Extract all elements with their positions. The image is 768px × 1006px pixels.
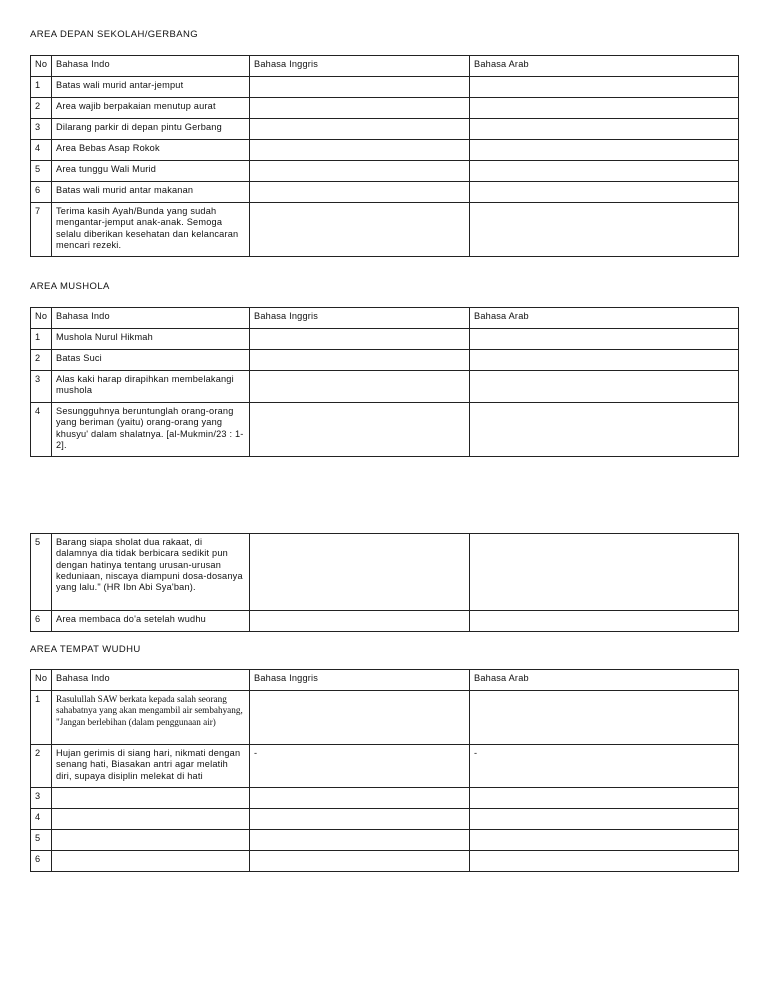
- cell-inggris: [250, 534, 470, 611]
- cell-no: 1: [31, 329, 52, 350]
- cell-no: 6: [31, 851, 52, 872]
- cell-inggris: [250, 203, 470, 257]
- cell-arab: [470, 788, 739, 809]
- cell-inggris: [250, 350, 470, 371]
- table-row: [31, 809, 739, 830]
- cell-arab: -: [470, 745, 739, 788]
- cell-inggris: [250, 403, 470, 457]
- header-bahasa-inggris: Bahasa Inggris: [250, 308, 470, 329]
- header-bahasa-arab: Bahasa Arab: [470, 56, 739, 77]
- cell-inggris: [250, 788, 470, 809]
- cell-indo: [52, 788, 250, 809]
- cell-arab: [470, 691, 739, 745]
- header-bahasa-indo: Bahasa Indo: [52, 56, 250, 77]
- table-wudhu: [30, 669, 739, 872]
- cell-indo: [52, 809, 250, 830]
- header-bahasa-indo: Bahasa Indo: [52, 670, 250, 691]
- cell-arab: [470, 182, 739, 203]
- cell-inggris: [250, 830, 470, 851]
- table-row: [31, 534, 739, 611]
- cell-arab: [470, 119, 739, 140]
- cell-arab: [470, 830, 739, 851]
- cell-no: 3: [31, 788, 52, 809]
- cell-arab: [470, 329, 739, 350]
- header-bahasa-indo: Bahasa Indo: [52, 308, 250, 329]
- cell-inggris: [250, 851, 470, 872]
- cell-arab: [470, 403, 739, 457]
- table-row: [31, 851, 739, 872]
- cell-no: 3: [31, 371, 52, 403]
- cell-indo: Mushola Nurul Hikmah: [52, 329, 250, 350]
- cell-no: 4: [31, 140, 52, 161]
- header-no: No: [31, 670, 52, 691]
- cell-no: 5: [31, 534, 52, 611]
- header-bahasa-arab: Bahasa Arab: [470, 670, 739, 691]
- cell-indo: Rasulullah SAW berkata kepada salah seorang sahabatnya yang akan mengambil air sembahyang, "Jangan berlebihan (dalam penggunaan air): [52, 691, 250, 745]
- cell-indo: Alas kaki harap dirapihkan membelakangi mushola: [52, 371, 250, 403]
- cell-arab: [470, 611, 739, 632]
- cell-arab: [470, 350, 739, 371]
- cell-inggris: [250, 182, 470, 203]
- cell-no: 4: [31, 809, 52, 830]
- section-title-wudhu: AREA TEMPAT WUDHU: [30, 644, 141, 655]
- cell-inggris: [250, 371, 470, 403]
- cell-inggris: [250, 161, 470, 182]
- cell-arab: [470, 98, 739, 119]
- header-bahasa-inggris: Bahasa Inggris: [250, 56, 470, 77]
- table-row: [31, 329, 739, 350]
- table-row: [31, 403, 739, 457]
- cell-arab: [470, 809, 739, 830]
- table-row: [31, 745, 739, 788]
- cell-indo: Hujan gerimis di siang hari, nikmati dengan senang hati, Biasakan antri agar melatih diri, supaya disiplin melekat di hati: [52, 745, 250, 788]
- cell-indo: Barang siapa sholat dua rakaat, di dalamnya dia tidak berbicara sedikit pun dengan hatinya tentang urusan-urusan keduniaan, niscaya diampuni dosa-dosanya yang lalu." (HR Ibn Abi Sya'ban).: [52, 534, 250, 611]
- table-row: [31, 788, 739, 809]
- header-no: No: [31, 56, 52, 77]
- header-no: No: [31, 308, 52, 329]
- cell-inggris: [250, 691, 470, 745]
- table-row: [31, 691, 739, 745]
- cell-indo: Batas wali murid antar makanan: [52, 182, 250, 203]
- cell-no: 2: [31, 745, 52, 788]
- cell-indo: Dilarang parkir di depan pintu Gerbang: [52, 119, 250, 140]
- cell-no: 5: [31, 830, 52, 851]
- header-bahasa-arab: Bahasa Arab: [470, 308, 739, 329]
- cell-arab: [470, 203, 739, 257]
- table-mushola-continued: [30, 533, 739, 632]
- cell-indo: Area tunggu Wali Murid: [52, 161, 250, 182]
- cell-no: 7: [31, 203, 52, 257]
- table-row: [31, 161, 739, 182]
- cell-no: 1: [31, 691, 52, 745]
- cell-arab: [470, 140, 739, 161]
- cell-indo: Batas Suci: [52, 350, 250, 371]
- section-title-mushola: AREA MUSHOLA: [30, 281, 110, 292]
- table-row: [31, 140, 739, 161]
- cell-indo: [52, 851, 250, 872]
- section-title-gerbang: AREA DEPAN SEKOLAH/GERBANG: [30, 29, 199, 40]
- cell-no: 1: [31, 77, 52, 98]
- table-header-row: [31, 670, 739, 691]
- cell-indo: Area membaca do'a setelah wudhu: [52, 611, 250, 632]
- cell-indo: Sesungguhnya beruntunglah orang-orang yang beriman (yaitu) orang-orang yang khusyu' dalam shalatnya. [al-Mukmin/23 : 1-2].: [52, 403, 250, 457]
- table-row: [31, 98, 739, 119]
- cell-indo: Area wajib berpakaian menutup aurat: [52, 98, 250, 119]
- cell-no: 6: [31, 182, 52, 203]
- table-row: [31, 203, 739, 257]
- table-row: [31, 371, 739, 403]
- cell-no: 3: [31, 119, 52, 140]
- cell-arab: [470, 851, 739, 872]
- cell-no: 4: [31, 403, 52, 457]
- table-mushola: [30, 307, 739, 457]
- table-row: [31, 182, 739, 203]
- cell-no: 2: [31, 350, 52, 371]
- cell-no: 5: [31, 161, 52, 182]
- table-row: [31, 830, 739, 851]
- cell-inggris: [250, 77, 470, 98]
- cell-indo: [52, 830, 250, 851]
- table-row: [31, 119, 739, 140]
- cell-indo: Area Bebas Asap Rokok: [52, 140, 250, 161]
- cell-indo: Terima kasih Ayah/Bunda yang sudah mengantar-jemput anak-anak. Semoga selalu diberikan kesehatan dan kelancaran mencari rezeki.: [52, 203, 250, 257]
- cell-arab: [470, 161, 739, 182]
- cell-indo: Batas wali murid antar-jemput: [52, 77, 250, 98]
- header-bahasa-inggris: Bahasa Inggris: [250, 670, 470, 691]
- table-gerbang: [30, 55, 739, 257]
- cell-inggris: -: [250, 745, 470, 788]
- cell-inggris: [250, 809, 470, 830]
- cell-arab: [470, 534, 739, 611]
- cell-inggris: [250, 140, 470, 161]
- cell-inggris: [250, 119, 470, 140]
- cell-no: 6: [31, 611, 52, 632]
- cell-no: 2: [31, 98, 52, 119]
- table-row: [31, 350, 739, 371]
- cell-inggris: [250, 98, 470, 119]
- table-row: [31, 611, 739, 632]
- cell-inggris: [250, 611, 470, 632]
- table-header-row: [31, 56, 739, 77]
- table-header-row: [31, 308, 739, 329]
- cell-inggris: [250, 329, 470, 350]
- cell-arab: [470, 77, 739, 98]
- cell-arab: [470, 371, 739, 403]
- table-row: [31, 77, 739, 98]
